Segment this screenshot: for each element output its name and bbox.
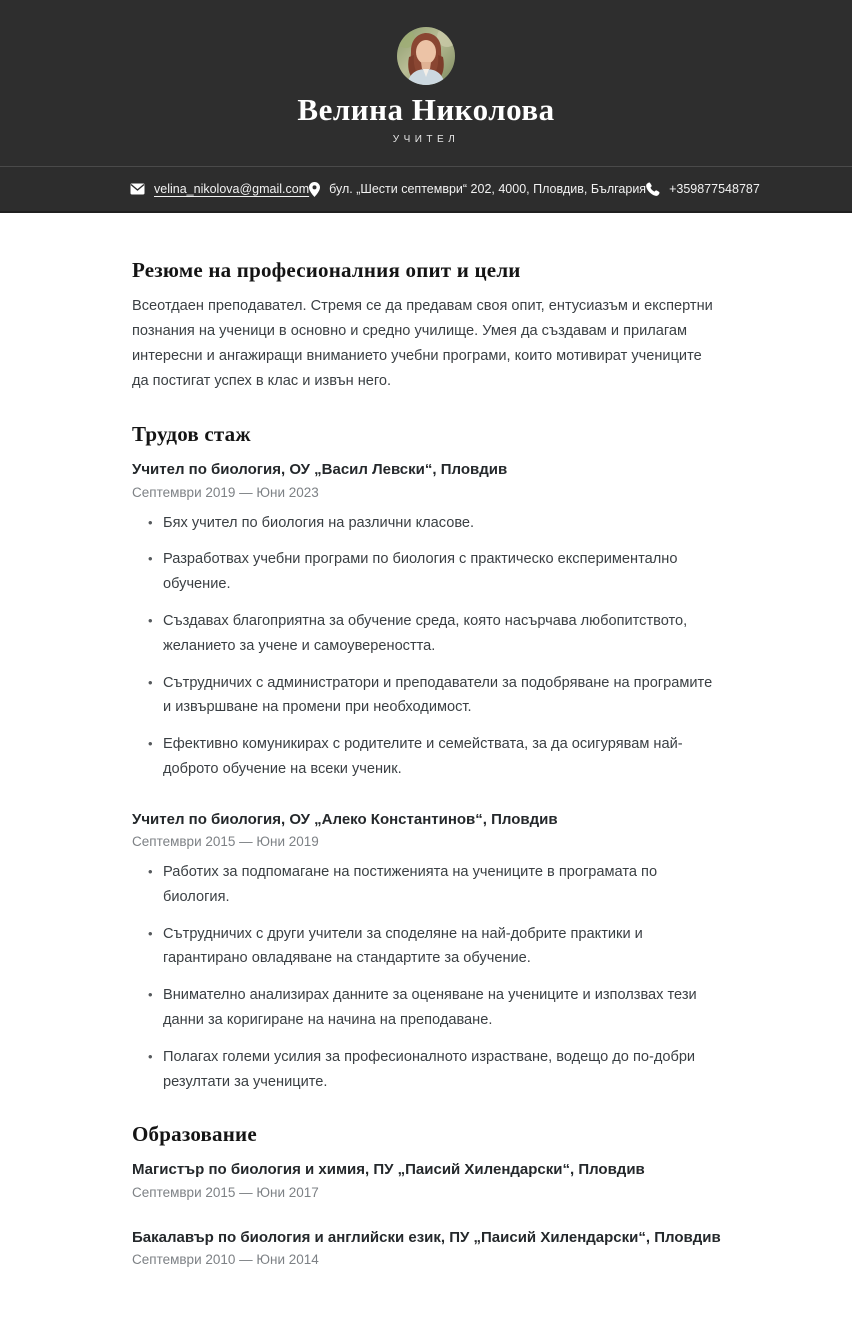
job-bullet-list (132, 511, 722, 782)
address-text: бул. „Шести септември“ 202, 4000, Пловдив, България (329, 182, 647, 196)
phone-item (646, 182, 760, 196)
education-heading: Образование (132, 1122, 257, 1147)
job-bullet: • Сътрудничих с администратори и преподаватели за подобряване на програмите и извършване на промени при необходимост. (132, 671, 722, 721)
experience-heading: Трудов стаж (132, 422, 251, 447)
job-title: Учител по биология, ОУ „Алеко Константинов“, Пловдив (132, 810, 558, 828)
job-entry (132, 460, 722, 781)
job-bullet: • Внимателно анализирах данните за оценяване на учениците и използвах тези данни за коригиране на начина на преподаване. (132, 983, 722, 1033)
education-title: Магистър по биология и химия, ПУ „Паисий Хилендарски“, Пловдив (132, 1161, 645, 1179)
job-bullet: • Разработвах учебни програми по биология с практическо експериментално обучение. (132, 547, 722, 597)
location-pin-icon (309, 182, 320, 197)
phone-icon (646, 182, 660, 196)
education-dates: Септември 2010 — Юни 2014 (132, 1251, 319, 1267)
education-entry (132, 1228, 722, 1267)
job-bullet: • Сътрудничих с други учители за споделяне на най-добрите практики и гарантирано овладяване на стандартите за обучение. (132, 922, 722, 972)
section-experience (132, 422, 722, 1094)
education-entry (132, 1160, 722, 1199)
job-bullet: • Бях учител по биология на различни класове. (132, 511, 722, 536)
avatar-photo-illustration (397, 27, 455, 85)
resume-body (0, 213, 852, 1327)
phone-text: +359877548787 (669, 182, 760, 196)
job-dates: Септември 2019 — Юни 2023 (132, 484, 319, 500)
job-title: Учител по биология, ОУ „Васил Левски“, Пловдив (132, 461, 508, 479)
page-title: Велина Николова (297, 92, 555, 127)
job-entry (132, 810, 722, 1095)
summary-heading: Резюме на професионалния опит и цели (132, 258, 521, 282)
header (0, 0, 852, 167)
job-bullet: • Ефективно комуникирах с родителите и семействата, за да осигурявам най-доброто обучение на всеки ученик. (132, 732, 722, 782)
section-education (132, 1122, 722, 1267)
job-bullet-list (132, 860, 722, 1094)
email-link[interactable] (130, 182, 309, 196)
email-icon (130, 183, 145, 195)
section-summary (132, 258, 722, 394)
email-text: velina_nikolova@gmail.com (154, 182, 310, 196)
job-bullet: • Работих за подпомагане на постиженията на учениците в програмата по биология. (132, 860, 722, 910)
role-subtitle: УЧИТЕЛ (392, 134, 460, 146)
education-dates: Септември 2015 — Юни 2017 (132, 1184, 319, 1200)
summary-text: Всеотдаен преподавател. Стремя се да предавам своя опит, ентусиазъм и експертни познания на ученици в основно и средно училище. Умея да създавам и прилагам интересни и ангажиращи вниманието учебни програми, които мотивират учениците да постигат успех в клас и извън него. (132, 298, 713, 390)
education-title: Бакалавър по биология и английски език, ПУ „Паисий Хилендарски“, Пловдив (132, 1228, 721, 1246)
avatar (397, 27, 455, 85)
job-dates: Септември 2015 — Юни 2019 (132, 834, 319, 850)
job-bullet: • Създавах благоприятна за обучение среда, която насърчава любопитството, желанието за учене и самоувереността. (132, 609, 722, 659)
address-item (309, 182, 646, 197)
contact-bar (0, 167, 852, 213)
job-bullet: • Полагах големи усилия за професионалното израстване, водещо до по-добри резултати за учениците. (132, 1045, 722, 1095)
